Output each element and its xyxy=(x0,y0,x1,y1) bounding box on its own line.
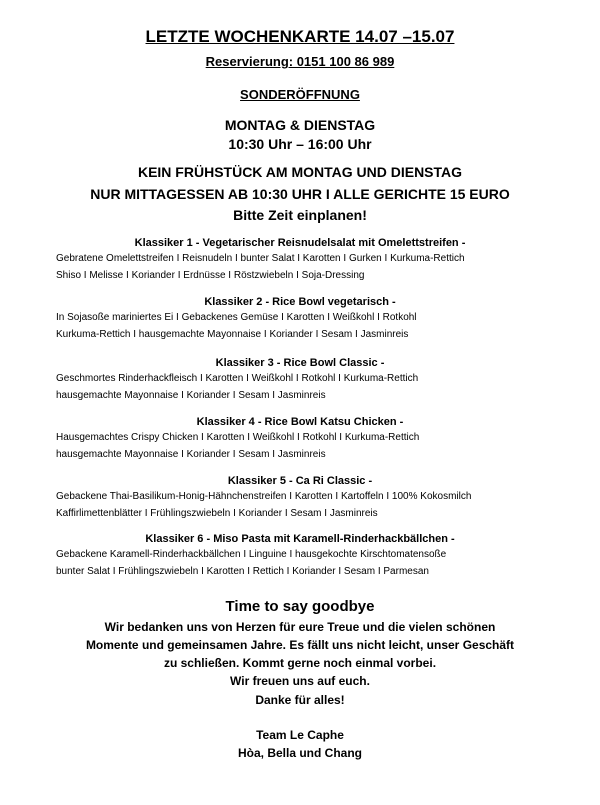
menu-item-description-line: Gebackene Thai-Basilikum-Honig-Hähnchenstreifen I Karotten I Kartoffeln I 100% Kokosmilch xyxy=(56,491,472,502)
menu-item-description xyxy=(56,488,471,522)
menu-item-description-line: Shiso I Melisse I Koriander I Erdnüsse I Röstzwiebeln I Soja-Dressing xyxy=(56,270,365,281)
team-signature: Team Le Caphe xyxy=(256,728,344,742)
menu-item-5 xyxy=(0,475,600,519)
menu-item-description-line: hausgemachte Mayonnaise I Koriander I Sesam I Jasminreis xyxy=(56,449,326,460)
menu-item-title: Klassiker 2 - Rice Bowl vegetarisch - xyxy=(204,296,396,308)
menu-item-description-line: Gebackene Karamell-Rinderhackbällchen I Linguine I hausgekochte Kirschtomatensoße xyxy=(56,549,447,560)
team-names: Hòa, Bella und Chang xyxy=(237,746,362,760)
menu-item-title: Klassiker 5 - Ca Ri Classic - xyxy=(227,475,373,487)
menu-item-description xyxy=(56,309,417,343)
menu-item-4 xyxy=(0,416,600,460)
menu-item-description-line: Hausgemachtes Crispy Chicken I Karotten I Weißkohl I Rotkohl I Kurkuma-Rettich xyxy=(56,432,420,443)
special-opening-heading: SONDERÖFFNUNG xyxy=(240,87,360,102)
page-title: LETZTE WOCHENKARTE 14.07 –15.07 xyxy=(145,27,455,46)
menu-item-title: Klassiker 3 - Rice Bowl Classic - xyxy=(215,357,385,369)
menu-item-description-line: In Sojasoße mariniertes Ei I Gebackenes Gemüse I Karotten I Weißkohl I Rotkohl xyxy=(56,312,417,323)
menu-item-1 xyxy=(0,237,600,281)
notice-line-1: KEIN FRÜHSTÜCK AM MONTAG UND DIENSTAG xyxy=(137,164,463,180)
menu-item-3 xyxy=(0,357,600,401)
goodbye-text-line: zu schließen. Kommt gerne noch einmal vorbei. xyxy=(163,656,437,670)
menu-item-title: Klassiker 4 - Rice Bowl Katsu Chicken - xyxy=(196,416,404,428)
menu-item-description xyxy=(56,546,446,580)
goodbye-text-line: Momente und gemeinsamen Jahre. Es fällt uns nicht leicht, unser Geschäft xyxy=(85,638,515,652)
opening-days: MONTAG & DIENSTAG xyxy=(224,117,376,133)
goodbye-text-line: Danke für alles! xyxy=(255,693,345,707)
menu-item-description-line: Kaffirlimettenblätter I Frühlingszwiebeln I Koriander I Sesam I Jasminreis xyxy=(56,508,378,519)
menu-item-title: Klassiker 6 - Miso Pasta mit Karamell-Rinderhackbällchen - xyxy=(145,533,455,545)
opening-hours: 10:30 Uhr – 16:00 Uhr xyxy=(228,136,372,152)
menu-item-2 xyxy=(0,296,600,340)
goodbye-text-line: Wir freuen uns auf euch. xyxy=(230,674,370,688)
reservation-line: Reservierung: 0151 100 86 989 xyxy=(205,54,395,69)
menu-item-description-line: Geschmortes Rinderhackfleisch I Karotten I Weißkohl I Rotkohl I Kurkuma-Rettich xyxy=(56,373,419,384)
notice-line-2: NUR MITTAGESSEN AB 10:30 UHR I ALLE GERICHTE 15 EURO xyxy=(90,186,510,202)
notice-line-3: Bitte Zeit einplanen! xyxy=(233,207,367,223)
menu-item-6 xyxy=(0,533,600,577)
menu-item-description-line: bunter Salat I Frühlingszwiebeln I Karotten I Rettich I Koriander I Sesam I Parmesan xyxy=(56,566,429,577)
menu-item-description xyxy=(56,250,465,284)
menu-item-description xyxy=(56,429,419,463)
menu-item-title: Klassiker 1 - Vegetarischer Reisnudelsalat mit Omelettstreifen - xyxy=(134,237,466,249)
menu-item-description-line: hausgemachte Mayonnaise I Koriander I Sesam I Jasminreis xyxy=(56,390,326,401)
goodbye-heading: Time to say goodbye xyxy=(225,598,375,615)
menu-item-description xyxy=(56,370,418,404)
goodbye-text-line: Wir bedanken uns von Herzen für eure Treue und die vielen schönen xyxy=(104,620,496,634)
menu-item-description-line: Gebratene Omelettstreifen I Reisnudeln I bunter Salat I Karotten I Gurken I Kurkuma-Rettich xyxy=(56,253,465,264)
menu-item-description-line: Kurkuma-Rettich I hausgemachte Mayonnaise I Koriander I Sesam I Jasminreis xyxy=(56,329,409,340)
